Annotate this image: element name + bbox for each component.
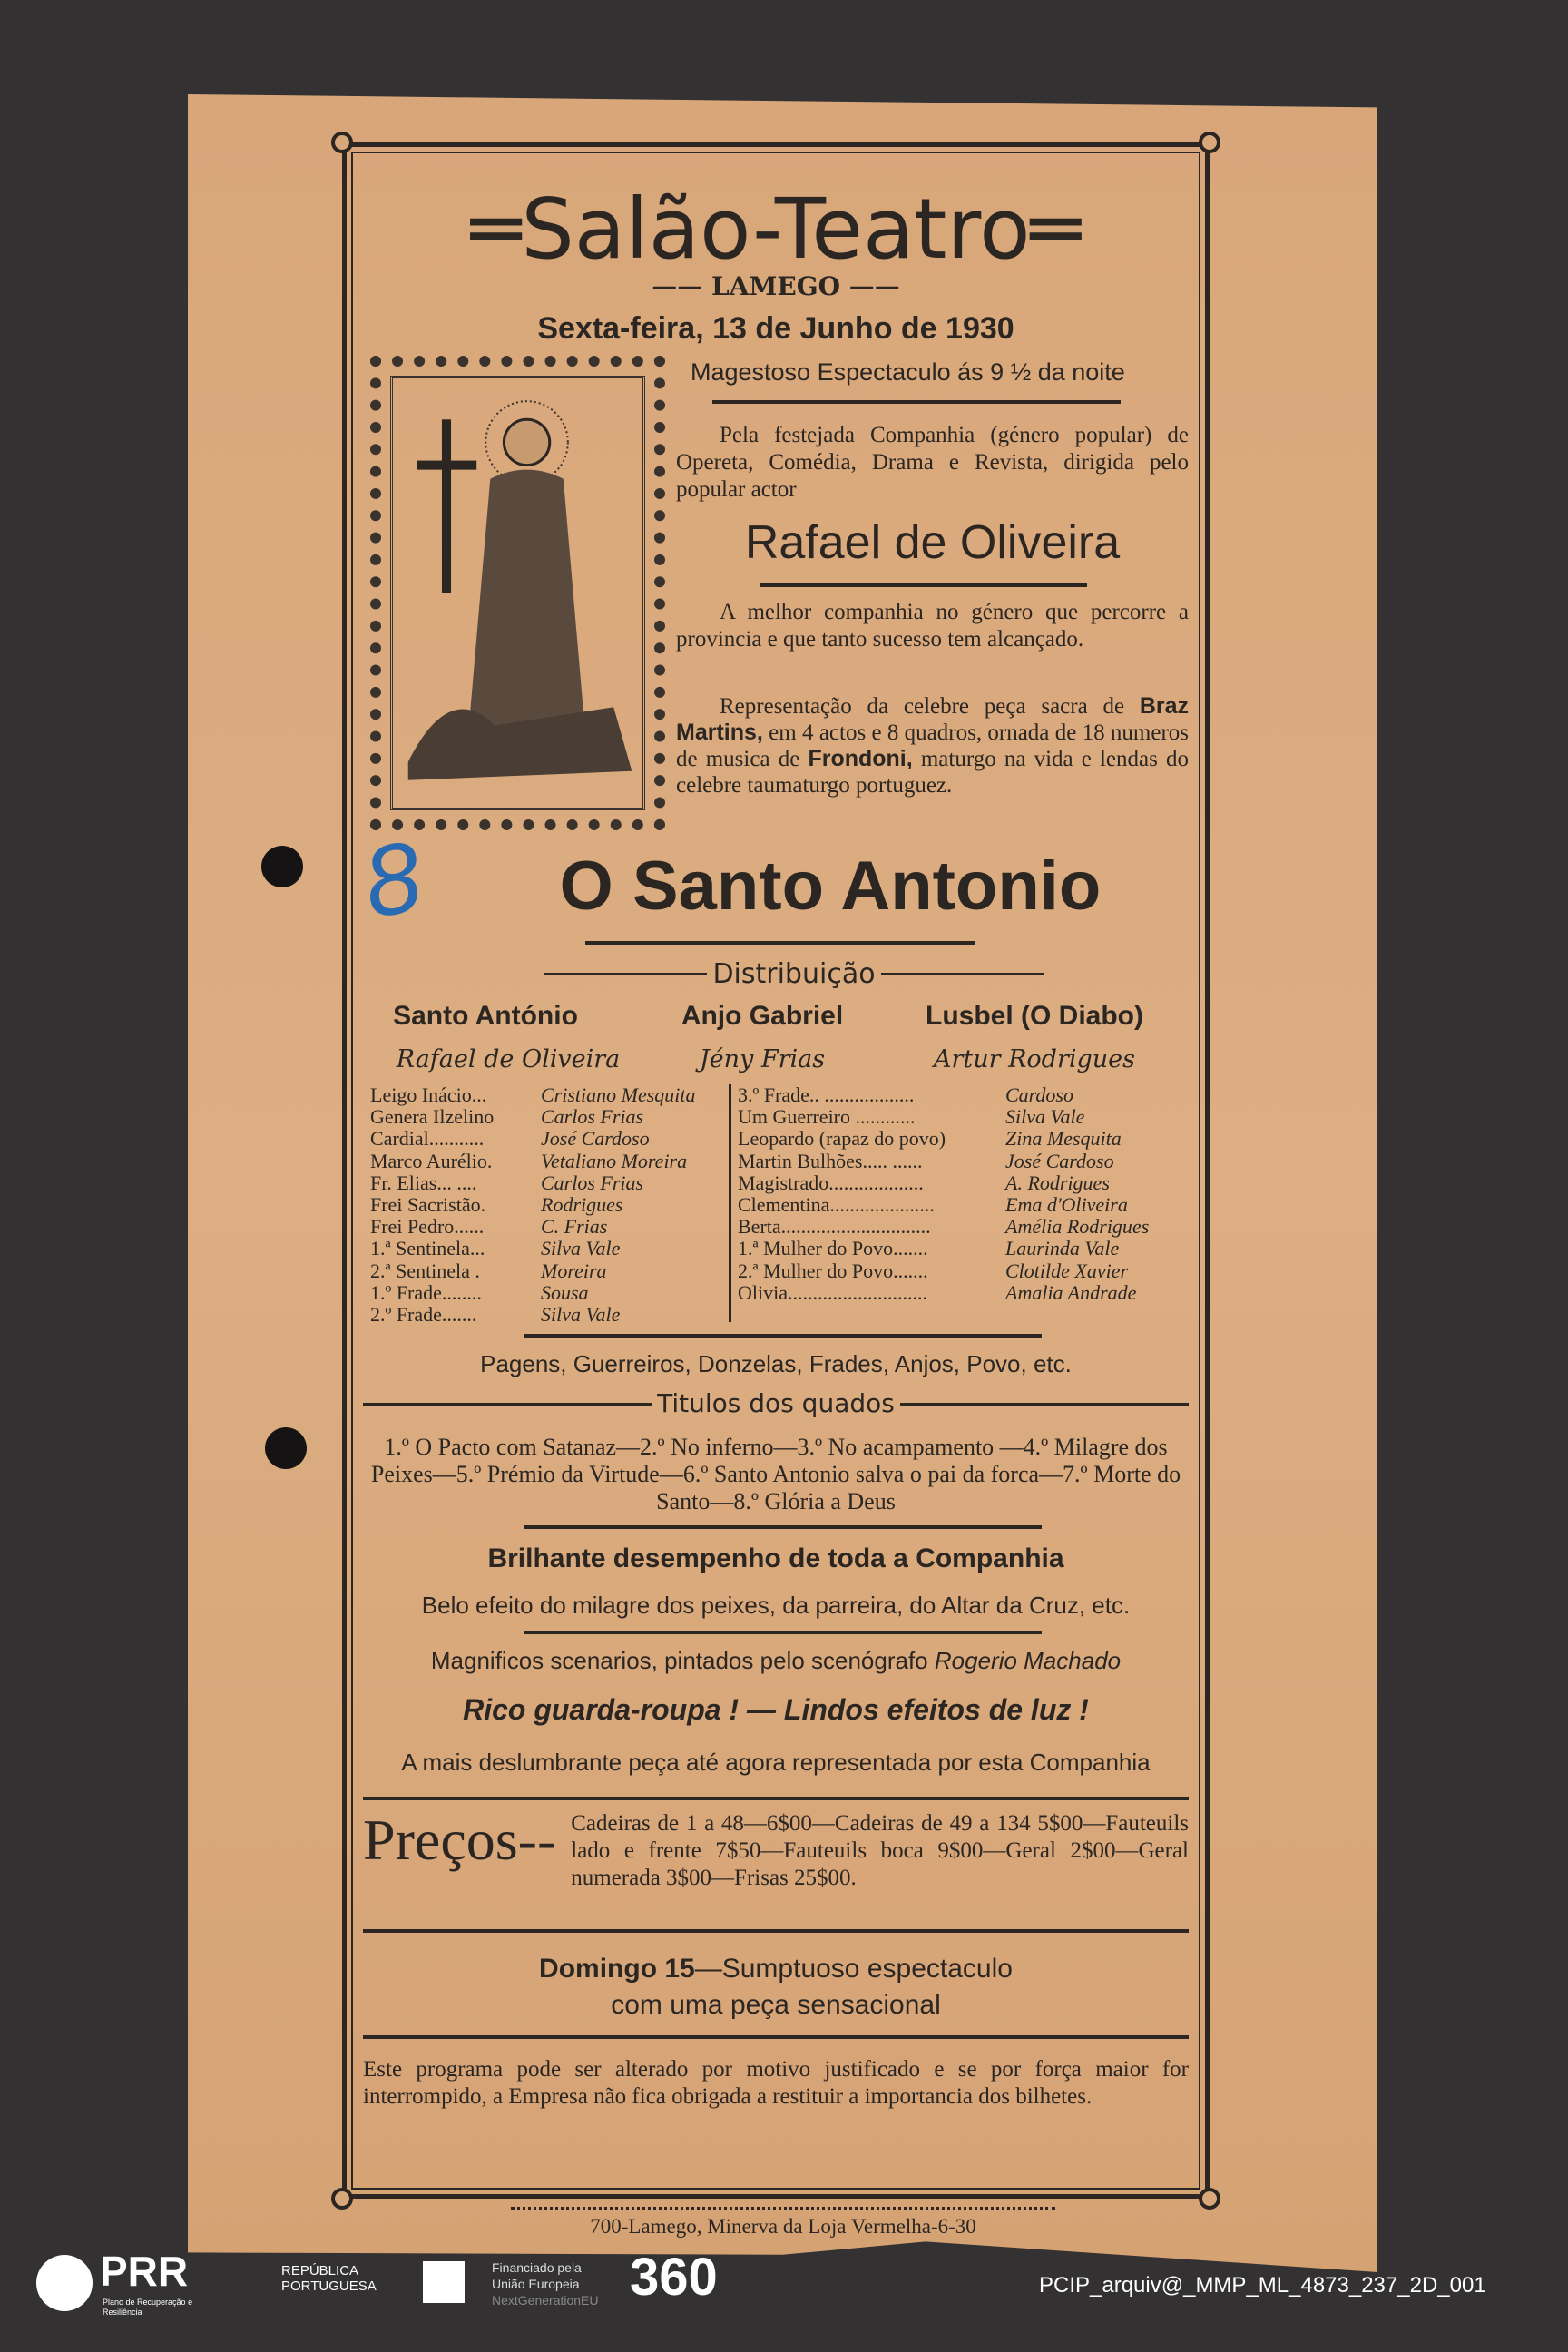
divider xyxy=(712,400,1121,404)
cast-actor: Laurinda Vale xyxy=(1005,1237,1120,1260)
rep-text: Representação da celebre peça sacra de xyxy=(720,694,1125,719)
extras: Pagens, Guerreiros, Donzelas, Frades, Anjos, Povo, etc. xyxy=(480,1350,1072,1377)
frame-corner xyxy=(1199,2188,1220,2210)
cast-row xyxy=(370,1172,722,1194)
cast-role: Marco Aurélio. xyxy=(370,1149,493,1172)
representation-text xyxy=(676,693,1189,799)
lead-actor-name: Artur Rodrigues xyxy=(933,1045,1136,1073)
praise-text: A melhor companhia no género que percorre a provincia e que tanto sucesso tem alcançado. xyxy=(676,600,1189,652)
titles-heading xyxy=(363,1388,1189,1419)
cast-row xyxy=(738,1151,1187,1172)
cast-row xyxy=(738,1106,1187,1128)
cast-actor: José Cardoso xyxy=(1005,1149,1114,1172)
archive-id: PCIP_arquiv@_MMP_ML_4873_237_2D_001 xyxy=(1039,2273,1486,2298)
cast-row xyxy=(370,1282,722,1304)
cast-role: Cardial........... xyxy=(370,1127,485,1151)
cast-row xyxy=(370,1216,722,1238)
cast-row xyxy=(738,1238,1187,1259)
scenery xyxy=(363,1647,1189,1674)
lead-role: Lusbel (O Diabo) xyxy=(926,1001,1143,1031)
punch-hole xyxy=(265,1427,307,1469)
divider xyxy=(524,1631,1042,1634)
cast-row xyxy=(370,1151,722,1172)
sunday-text-2: com uma peça sensacional xyxy=(611,1990,941,2020)
divider xyxy=(363,1797,1189,1800)
prr-subtitle: Plano de Recuperação e Resiliência xyxy=(103,2298,193,2317)
cast-row xyxy=(370,1106,722,1128)
cast-list-left xyxy=(370,1084,722,1326)
cast-row xyxy=(370,1304,722,1326)
cast-role: 2.ª Mulher do Povo....... xyxy=(738,1259,928,1282)
cast-actor: Amélia Rodrigues xyxy=(1005,1215,1150,1239)
rep-text: em 4 actos e 8 quadros, ornada de 18 numeros de musica de xyxy=(676,720,1190,771)
divider xyxy=(363,1929,1189,1933)
cast-role: 3.º Frade.. .................. xyxy=(738,1083,915,1106)
cast-role: 2.ª Sentinela . xyxy=(370,1259,480,1282)
saint-anthony-illustration xyxy=(370,356,665,830)
cast-row xyxy=(738,1260,1187,1282)
wardrobe: Rico guarda-roupa ! — Lindos efeitos de luz ! xyxy=(463,1693,1089,1726)
cast-actor: Cardoso xyxy=(1005,1083,1073,1106)
column-divider xyxy=(729,1084,731,1322)
play-title: O Santo Antonio xyxy=(559,848,1102,925)
cast-role: Magistrado................... xyxy=(738,1171,924,1194)
author: Braz Martins, xyxy=(676,693,1189,745)
cast-role: Um Guerreiro ............ xyxy=(738,1105,916,1129)
intro-text: Pela festejada Companhia (género popular) de Opereta, Comédia, Drama e Revista, dirigida pelo popular actor xyxy=(676,423,1189,502)
distribution-heading xyxy=(363,958,1189,990)
lead-role: Anjo Gabriel xyxy=(681,1001,844,1031)
divider xyxy=(524,1525,1042,1529)
scenery-text: Magnificos scenarios, pintados pelo scenógrafo xyxy=(430,1647,928,1674)
scene-titles: 1.º O Pacto com Satanaz—2.º No inferno—3.º No acampamento —4.º Milagre dos Peixes—5.º Prémio da Virtude—6.º Santo Antonio salva o pai da forca—7.º Morte do Santo—8.º Glória a Deus xyxy=(370,1434,1181,1514)
lead-actor-name: Jény Frias xyxy=(699,1045,826,1073)
dazzling-note: A mais deslumbrante peça até agora representada por esta Companhia xyxy=(401,1749,1151,1776)
cast-actor: Silva Vale xyxy=(541,1302,621,1326)
cast-actor: Moreira xyxy=(541,1259,607,1282)
cast-actor: Rodrigues xyxy=(541,1192,623,1216)
cast-role: Olivia............................ xyxy=(738,1280,927,1304)
cast-row xyxy=(738,1128,1187,1150)
cast-row xyxy=(738,1084,1187,1106)
cast-role: 1.ª Sentinela... xyxy=(370,1237,485,1260)
cast-actor: Zina Mesquita xyxy=(1005,1127,1122,1151)
cast-actor: C. Frias xyxy=(541,1215,608,1239)
eu-funding xyxy=(492,2259,599,2308)
cast-role: Genera Ilzelino xyxy=(370,1105,495,1129)
cast-actor: Sousa xyxy=(541,1280,589,1304)
republica-logo: REPÚBLICA PORTUGUESA xyxy=(281,2263,377,2294)
titles-heading-text: Titulos dos quados xyxy=(657,1388,895,1418)
cast-actor: Amalia Andrade xyxy=(1005,1280,1137,1304)
painter: Rogerio Machado xyxy=(934,1647,1122,1674)
sunday-text: —Sumptuoso espectaculo xyxy=(694,1954,1013,1984)
frame-corner xyxy=(331,132,353,153)
cast-actor: Clotilde Xavier xyxy=(1005,1259,1129,1282)
eu-text: NextGenerationEU xyxy=(492,2293,599,2308)
cast-actor: Silva Vale xyxy=(541,1237,621,1260)
cast-actor: Ema d'Oliveira xyxy=(1005,1192,1128,1216)
cast-row xyxy=(370,1084,722,1106)
cast-row xyxy=(738,1172,1187,1194)
divider xyxy=(363,2035,1189,2039)
cast-role: Clementina..................... xyxy=(738,1192,935,1216)
handwritten-mark: 8 xyxy=(355,819,430,940)
cast-row xyxy=(738,1194,1187,1216)
distribution-text: Distribuição xyxy=(712,958,876,990)
printer-rule xyxy=(511,2207,1055,2210)
date: Sexta-feira, 13 de Junho de 1930 xyxy=(537,311,1014,346)
lead-role: Santo António xyxy=(393,1001,578,1031)
cast-actor: Carlos Frias xyxy=(541,1171,644,1194)
cast-role: Leigo Inácio... xyxy=(370,1083,487,1106)
cast-row xyxy=(738,1282,1187,1304)
prices-text: Cadeiras de 1 a 48—6$00—Cadeiras de 49 a 134 5$00—Fauteuils lado e frente 7$50—Fauteuils boca 9$00—Geral 2$00—Geral numerada 3$00—Frisas 25$00. xyxy=(571,1811,1189,1890)
city: —— LAMEGO —— xyxy=(652,271,900,301)
show-time: Magestoso Espectaculo ás 9 ½ da noite xyxy=(691,358,1125,386)
title-text: Salão-Teatro xyxy=(521,181,1031,278)
eu-text: Financiado pela xyxy=(492,2260,582,2275)
lead-actor-name: Rafael de Oliveira xyxy=(396,1045,621,1073)
cast-role: Berta.............................. xyxy=(738,1215,931,1239)
divider xyxy=(760,583,1087,587)
prr-logo-icon xyxy=(36,2255,93,2311)
lead-actor: Rafael de Oliveira xyxy=(744,516,1121,569)
cast-actor: A. Rodrigues xyxy=(1005,1171,1110,1194)
divider xyxy=(585,941,975,945)
poster-title: ═Salão-Teatro═ xyxy=(471,181,1081,278)
frame-corner xyxy=(331,2188,353,2210)
divider xyxy=(524,1334,1042,1338)
saint-icon xyxy=(393,378,642,808)
cast-role: Leopardo (rapaz do povo) xyxy=(738,1127,946,1151)
logo-360: 360 xyxy=(630,2248,718,2307)
cast-actor: Silva Vale xyxy=(1005,1105,1085,1129)
sunday-date: Domingo 15 xyxy=(539,1954,695,1984)
cast-role: 1.ª Mulher do Povo....... xyxy=(738,1237,928,1260)
disclaimer: Este programa pode ser alterado por motivo justificado e se por força maior for interrompido, a Empresa não fica obrigada a restituir a importancia dos bilhetes. xyxy=(363,2057,1189,2109)
effects: Belo efeito do milagre dos peixes, da parreira, do Altar da Cruz, etc. xyxy=(421,1592,1131,1619)
cast-actor: Vetaliano Moreira xyxy=(541,1149,688,1172)
cast-role: Martin Bulhões..... ...... xyxy=(738,1149,923,1172)
cast-role: 1.º Frade........ xyxy=(370,1280,482,1304)
cast-row xyxy=(370,1260,722,1282)
cast-actor: José Cardoso xyxy=(541,1127,650,1151)
prices-label: Preços-- xyxy=(363,1808,557,1872)
brilliant-performance: Brilhante desempenho de toda a Companhia xyxy=(487,1544,1064,1573)
composer: Frondoni, xyxy=(808,746,913,771)
cast-actor: Carlos Frias xyxy=(541,1105,644,1129)
cast-list-right xyxy=(738,1084,1187,1304)
eu-flag-icon xyxy=(423,2261,465,2303)
sunday-show xyxy=(363,1953,1189,1984)
cast-row xyxy=(370,1194,722,1216)
cast-row xyxy=(738,1216,1187,1238)
cast-role: 2.º Frade....... xyxy=(370,1302,477,1326)
punch-hole xyxy=(261,846,303,887)
rep-text: maturgo na vida e lendas do celebre taumaturgo portuguez. xyxy=(676,747,1189,798)
cast-row xyxy=(370,1128,722,1150)
city-text: LAMEGO xyxy=(710,271,841,301)
cast-row xyxy=(370,1238,722,1259)
prices xyxy=(363,1810,1189,1892)
eu-text: União Europeia xyxy=(492,2277,580,2291)
frame-corner xyxy=(1199,132,1220,153)
cast-role: Frei Pedro...... xyxy=(370,1215,485,1239)
prr-logo: PRR xyxy=(100,2248,189,2295)
printer-credit: 700-Lamego, Minerva da Loja Vermelha-6-30 xyxy=(590,2215,976,2238)
cast-actor: Cristiano Mesquita xyxy=(541,1083,696,1106)
cast-role: Frei Sacristão. xyxy=(370,1192,486,1216)
cast-role: Fr. Elias... .... xyxy=(370,1171,477,1194)
